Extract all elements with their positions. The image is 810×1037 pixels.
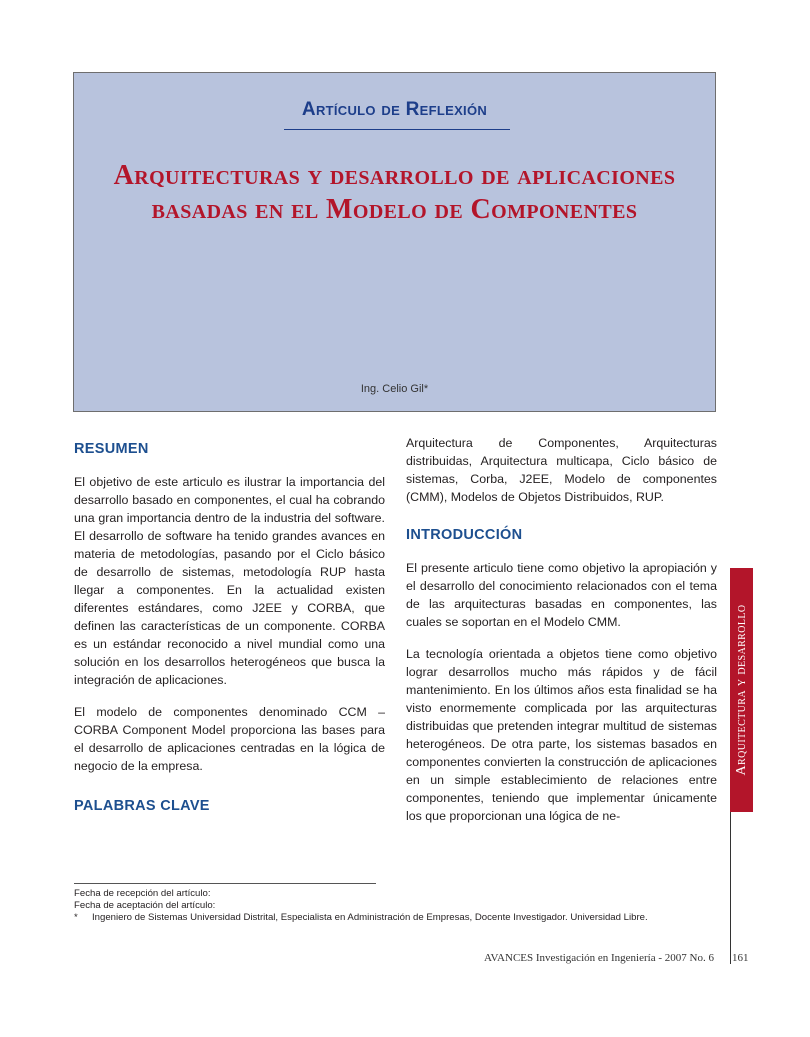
footnote-received-date: Fecha de recepción del artículo: xyxy=(74,888,211,899)
article-title xyxy=(94,159,695,227)
footnote-accepted-date: Fecha de aceptación del artículo: xyxy=(74,900,216,911)
section-side-tab xyxy=(730,568,753,812)
side-vertical-rule xyxy=(730,812,731,964)
right-column xyxy=(406,434,717,839)
article-title-line-2: basadas en el Modelo de Componentes xyxy=(151,194,638,225)
introduccion-paragraph-2: La tecnología orientada a objetos tiene como objetivo lograr desarrollos mucho más rápidos y de fácil mantenimiento. En los últimos años esta finalidad se ha visto enormemente complicada por las arquitecturas distribuidas que pretenden integrar multitud de sistemas heterogéneos. De otra parte, los sistemas basados en componentes convierten la construcción de aplicaciones en un simple establecimiento de relaciones entre componentes, teniendo que implementar únicamente los que proporcionan una lógica de ne- xyxy=(406,647,717,823)
article-type-kicker: Artículo de Reflexión xyxy=(301,99,488,120)
kicker-underline xyxy=(284,129,510,130)
footnote-star: * xyxy=(74,912,78,923)
article-author: Ing. Celio Gil* xyxy=(360,383,429,395)
keywords-paragraph: Arquitectura de Componentes, Arquitecturas distribuidas, Arquitectura multicapa, Ciclo básico de sistemas, Corba, J2EE, Modelo de componentes (CMM), Modelos de Objetos Distribuidos, RUP. xyxy=(406,436,717,504)
section-side-tab-label: Arquitectura y desarrollo xyxy=(733,604,749,776)
palabras-clave-heading: PALABRAS CLAVE xyxy=(74,798,210,814)
introduccion-paragraph-1: El presente articulo tiene como objetivo la apropiación y el desarrollo del conocimiento relacionados con el tema de las arquitecturas basadas en componentes, las cuales se soportan en el Modelo CMM. xyxy=(406,561,717,629)
left-column xyxy=(74,440,385,830)
footnote-separator xyxy=(74,883,376,884)
footnote-author-note xyxy=(74,912,648,924)
introduccion-heading: INTRODUCCIÓN xyxy=(406,527,523,543)
resumen-paragraph-2: El modelo de componentes denominado CCM – CORBA Component Model proporciona las bases para el desarrollo de aplicaciones centradas en la lógica de negocio de la empresa. xyxy=(74,705,385,773)
footnotes xyxy=(74,888,648,924)
resumen-heading: RESUMEN xyxy=(74,441,149,457)
journal-footer: AVANCES Investigación en Ingeniería - 2007 No. 6 xyxy=(484,952,714,964)
footnote-author-text: Ingeniero de Sistemas Universidad Distrital, Especialista en Administración de Empresas, Docente Investigador. Universidad Libre. xyxy=(92,912,648,923)
page-number: 161 xyxy=(732,952,749,964)
article-title-line-1: Arquitecturas y desarrollo de aplicaciones xyxy=(113,160,676,191)
article-header-box xyxy=(73,72,716,412)
resumen-paragraph-1: El objetivo de este articulo es ilustrar la importancia del desarrollo basado en componentes, el cual ha cobrando una gran importancia dentro de la industria del software. El desarrollo de software ha tenido grandes avances en materia de metodologías, pasando por el Ciclo básico de desarrollo de sistemas, metodología RUP hasta llegar a componentes. En la actualidad existen diferentes estándares, como J2EE y CORBA, que definen las características de un componente. CORBA es un estándar reconocido a nivel mundial como una solución en los desarrollos heterogéneos que busca la integración de aplicaciones. xyxy=(74,475,385,687)
